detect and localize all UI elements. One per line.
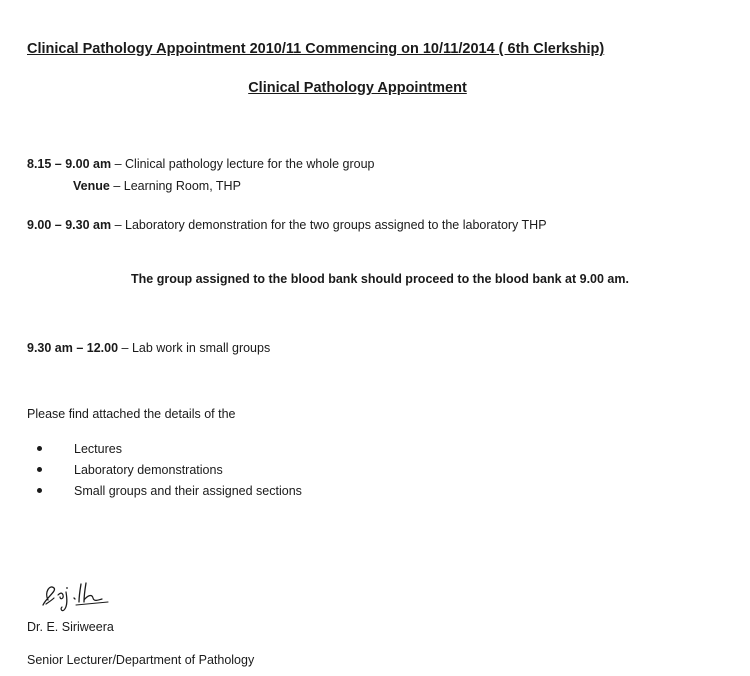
schedule-row-demonstration — [27, 218, 547, 232]
list-item — [37, 442, 302, 463]
schedule-text: – Laboratory demonstration for the two groups assigned to the laboratory THP — [114, 218, 547, 232]
attachment-intro: Please find attached the details of the — [27, 407, 236, 421]
schedule-row-lab-work — [27, 341, 270, 355]
list-item — [37, 484, 302, 505]
handwritten-signature — [40, 578, 112, 614]
document-subtitle: Clinical Pathology Appointment — [248, 80, 467, 96]
schedule-text: – Lab work in small groups — [121, 341, 271, 355]
schedule-text: – Clinical pathology lecture for the whole group — [114, 157, 375, 171]
document-title: Clinical Pathology Appointment 2010/11 Commencing on 10/11/2014 ( 6th Clerkship) — [27, 41, 605, 57]
signatory-name: Dr. E. Siriweera — [27, 620, 114, 634]
schedule-time: 8.15 – 9.00 am — [27, 157, 112, 171]
bullet-icon — [37, 467, 42, 472]
list-item-label: Laboratory demonstrations — [74, 463, 223, 477]
venue-text: – Learning Room, THP — [113, 179, 241, 193]
list-item-label: Small groups and their assigned sections — [74, 484, 302, 498]
blood-bank-notice: The group assigned to the blood bank should proceed to the blood bank at 9.00 am. — [131, 272, 629, 286]
list-item-label: Lectures — [74, 442, 122, 456]
venue-label: Venue — [73, 179, 110, 193]
schedule-venue — [73, 179, 241, 193]
schedule-row-lecture — [27, 157, 374, 171]
attachment-list — [37, 442, 302, 505]
bullet-icon — [37, 488, 42, 493]
bullet-icon — [37, 446, 42, 451]
list-item — [37, 463, 302, 484]
schedule-time: 9.00 – 9.30 am — [27, 218, 112, 232]
schedule-time: 9.30 am – 12.00 — [27, 341, 119, 355]
signatory-role: Senior Lecturer/Department of Pathology — [27, 653, 255, 667]
